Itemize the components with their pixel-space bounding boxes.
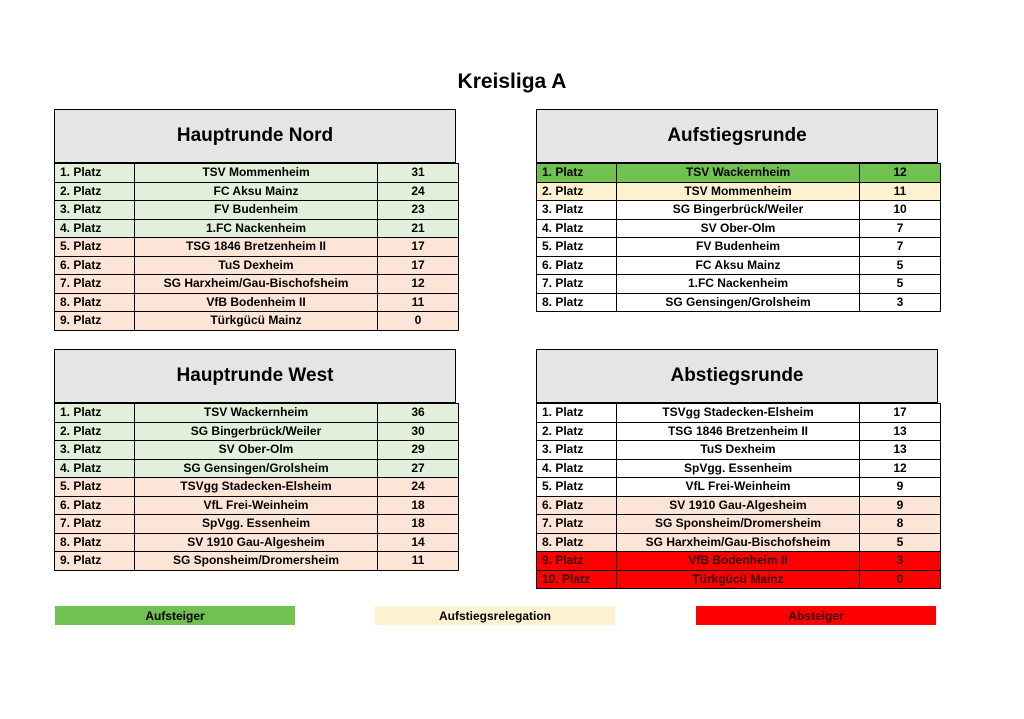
team-cell: SG Harxheim/Gau-Bischofsheim [135, 275, 378, 294]
table-row [55, 515, 459, 534]
team-cell: SG Harxheim/Gau-Bischofsheim [617, 533, 860, 552]
rank-cell: 8. Platz [537, 293, 617, 312]
rank-cell: 3. Platz [537, 441, 617, 460]
points-cell: 31 [378, 164, 459, 183]
team-cell: FC Aksu Mainz [135, 182, 378, 201]
points-cell: 30 [378, 422, 459, 441]
legend-aufsteiger: Aufsteiger [55, 606, 295, 625]
team-cell: SpVgg. Essenheim [617, 459, 860, 478]
team-cell: TSG 1846 Bretzenheim II [617, 422, 860, 441]
points-cell: 17 [860, 404, 941, 423]
table-row [55, 256, 459, 275]
team-cell: 1.FC Nackenheim [135, 219, 378, 238]
rank-cell: 6. Platz [55, 496, 135, 515]
table-row [55, 164, 459, 183]
points-cell: 0 [378, 312, 459, 331]
table-row [537, 478, 941, 497]
rank-cell: 8. Platz [55, 533, 135, 552]
rank-cell: 4. Platz [55, 219, 135, 238]
team-cell: TSVgg Stadecken-Elsheim [135, 478, 378, 497]
table-row [55, 219, 459, 238]
rank-cell: 5. Platz [537, 478, 617, 497]
rank-cell: 9. Platz [537, 552, 617, 571]
table-row [537, 275, 941, 294]
points-cell: 3 [860, 552, 941, 571]
table-row [55, 533, 459, 552]
table-row [55, 182, 459, 201]
rank-cell: 9. Platz [55, 552, 135, 571]
team-cell: FV Budenheim [617, 238, 860, 257]
legend-absteiger: Absteiger [696, 606, 936, 625]
points-cell: 13 [860, 422, 941, 441]
points-cell: 11 [860, 182, 941, 201]
points-cell: 29 [378, 441, 459, 460]
team-cell: TuS Dexheim [135, 256, 378, 275]
table-row [537, 201, 941, 220]
points-cell: 5 [860, 256, 941, 275]
points-cell: 17 [378, 238, 459, 257]
table-row [55, 201, 459, 220]
points-cell: 14 [378, 533, 459, 552]
rank-cell: 8. Platz [55, 293, 135, 312]
rank-cell: 1. Platz [55, 404, 135, 423]
points-cell: 24 [378, 182, 459, 201]
team-cell: FV Budenheim [135, 201, 378, 220]
points-cell: 7 [860, 238, 941, 257]
team-cell: TSV Wackernheim [135, 404, 378, 423]
team-cell: SG Sponsheim/Dromersheim [135, 552, 378, 571]
table-row [537, 422, 941, 441]
table-row [55, 404, 459, 423]
points-cell: 10 [860, 201, 941, 220]
rank-cell: 5. Platz [55, 478, 135, 497]
rank-cell: 6. Platz [537, 256, 617, 275]
rank-cell: 6. Platz [537, 496, 617, 515]
points-cell: 8 [860, 515, 941, 534]
points-cell: 17 [378, 256, 459, 275]
points-cell: 21 [378, 219, 459, 238]
points-cell: 36 [378, 404, 459, 423]
table-row [55, 552, 459, 571]
table-row [537, 459, 941, 478]
team-cell: SV 1910 Gau-Algesheim [617, 496, 860, 515]
rank-cell: 7. Platz [537, 515, 617, 534]
rank-cell: 10. Platz [537, 570, 617, 589]
team-cell: SG Bingerbrück/Weiler [135, 422, 378, 441]
points-cell: 11 [378, 552, 459, 571]
team-cell: VfL Frei-Weinheim [617, 478, 860, 497]
rank-cell: 3. Platz [537, 201, 617, 220]
rank-cell: 8. Platz [537, 533, 617, 552]
rank-cell: 2. Platz [537, 182, 617, 201]
table-hauptrunde-west [54, 349, 456, 571]
points-cell: 9 [860, 478, 941, 497]
table-body-west [55, 404, 459, 571]
rank-cell: 4. Platz [537, 219, 617, 238]
team-cell: SG Gensingen/Grolsheim [617, 293, 860, 312]
points-cell: 11 [378, 293, 459, 312]
points-cell: 23 [378, 201, 459, 220]
rank-cell: 7. Platz [55, 275, 135, 294]
rank-cell: 2. Platz [537, 422, 617, 441]
legend-aufstiegsrelegation: Aufstiegsrelegation [375, 606, 615, 625]
team-cell: SV 1910 Gau-Algesheim [135, 533, 378, 552]
rank-cell: 1. Platz [537, 404, 617, 423]
table-row [537, 164, 941, 183]
points-cell: 5 [860, 533, 941, 552]
table-row [55, 275, 459, 294]
table-abstiegsrunde [536, 349, 938, 589]
table-row [537, 496, 941, 515]
table-title-abstieg: Abstiegsrunde [536, 349, 938, 403]
rank-cell: 9. Platz [55, 312, 135, 331]
points-cell: 0 [860, 570, 941, 589]
team-cell: SG Sponsheim/Dromersheim [617, 515, 860, 534]
table-row [55, 441, 459, 460]
team-cell: VfB Bodenheim II [135, 293, 378, 312]
table-body-aufstieg [537, 164, 941, 312]
points-cell: 12 [860, 164, 941, 183]
table-title-aufstieg: Aufstiegsrunde [536, 109, 938, 163]
table-aufstiegsrunde [536, 109, 938, 312]
team-cell: SpVgg. Essenheim [135, 515, 378, 534]
team-cell: TSVgg Stadecken-Elsheim [617, 404, 860, 423]
rank-cell: 4. Platz [55, 459, 135, 478]
table-row [537, 293, 941, 312]
table-row [537, 533, 941, 552]
table-row [55, 496, 459, 515]
team-cell: TSG 1846 Bretzenheim II [135, 238, 378, 257]
team-cell: FC Aksu Mainz [617, 256, 860, 275]
rank-cell: 5. Platz [55, 238, 135, 257]
table-row [55, 293, 459, 312]
table-row [537, 552, 941, 571]
points-cell: 27 [378, 459, 459, 478]
team-cell: TSV Mommenheim [617, 182, 860, 201]
table-row [537, 256, 941, 275]
rank-cell: 4. Platz [537, 459, 617, 478]
table-body-nord [55, 164, 459, 331]
table-hauptrunde-nord [54, 109, 456, 331]
team-cell: VfB Bodenheim II [617, 552, 860, 571]
table-row [537, 570, 941, 589]
team-cell: SV Ober-Olm [135, 441, 378, 460]
team-cell: TSV Wackernheim [617, 164, 860, 183]
page-title: Kreisliga A [457, 70, 567, 93]
team-cell: TuS Dexheim [617, 441, 860, 460]
points-cell: 24 [378, 478, 459, 497]
table-row [537, 219, 941, 238]
rank-cell: 1. Platz [55, 164, 135, 183]
table-row [537, 404, 941, 423]
table-row [537, 238, 941, 257]
rank-cell: 1. Platz [537, 164, 617, 183]
table-row [55, 238, 459, 257]
table-row [537, 441, 941, 460]
points-cell: 18 [378, 515, 459, 534]
rank-cell: 6. Platz [55, 256, 135, 275]
team-cell: VfL Frei-Weinheim [135, 496, 378, 515]
rank-cell: 7. Platz [55, 515, 135, 534]
table-row [537, 182, 941, 201]
table-title-west: Hauptrunde West [54, 349, 456, 403]
points-cell: 3 [860, 293, 941, 312]
table-body-abstieg [537, 404, 941, 589]
team-cell: SG Bingerbrück/Weiler [617, 201, 860, 220]
team-cell: SV Ober-Olm [617, 219, 860, 238]
team-cell: Türkgücü Mainz [135, 312, 378, 331]
table-title-nord: Hauptrunde Nord [54, 109, 456, 163]
points-cell: 12 [860, 459, 941, 478]
table-row [55, 312, 459, 331]
points-cell: 12 [378, 275, 459, 294]
points-cell: 13 [860, 441, 941, 460]
table-row [55, 478, 459, 497]
rank-cell: 3. Platz [55, 201, 135, 220]
team-cell: SG Gensingen/Grolsheim [135, 459, 378, 478]
team-cell: Türkgücü Mainz [617, 570, 860, 589]
table-row [55, 459, 459, 478]
rank-cell: 5. Platz [537, 238, 617, 257]
team-cell: 1.FC Nackenheim [617, 275, 860, 294]
points-cell: 18 [378, 496, 459, 515]
points-cell: 7 [860, 219, 941, 238]
rank-cell: 2. Platz [55, 422, 135, 441]
rank-cell: 2. Platz [55, 182, 135, 201]
points-cell: 5 [860, 275, 941, 294]
rank-cell: 7. Platz [537, 275, 617, 294]
table-row [55, 422, 459, 441]
team-cell: TSV Mommenheim [135, 164, 378, 183]
points-cell: 9 [860, 496, 941, 515]
rank-cell: 3. Platz [55, 441, 135, 460]
table-row [537, 515, 941, 534]
